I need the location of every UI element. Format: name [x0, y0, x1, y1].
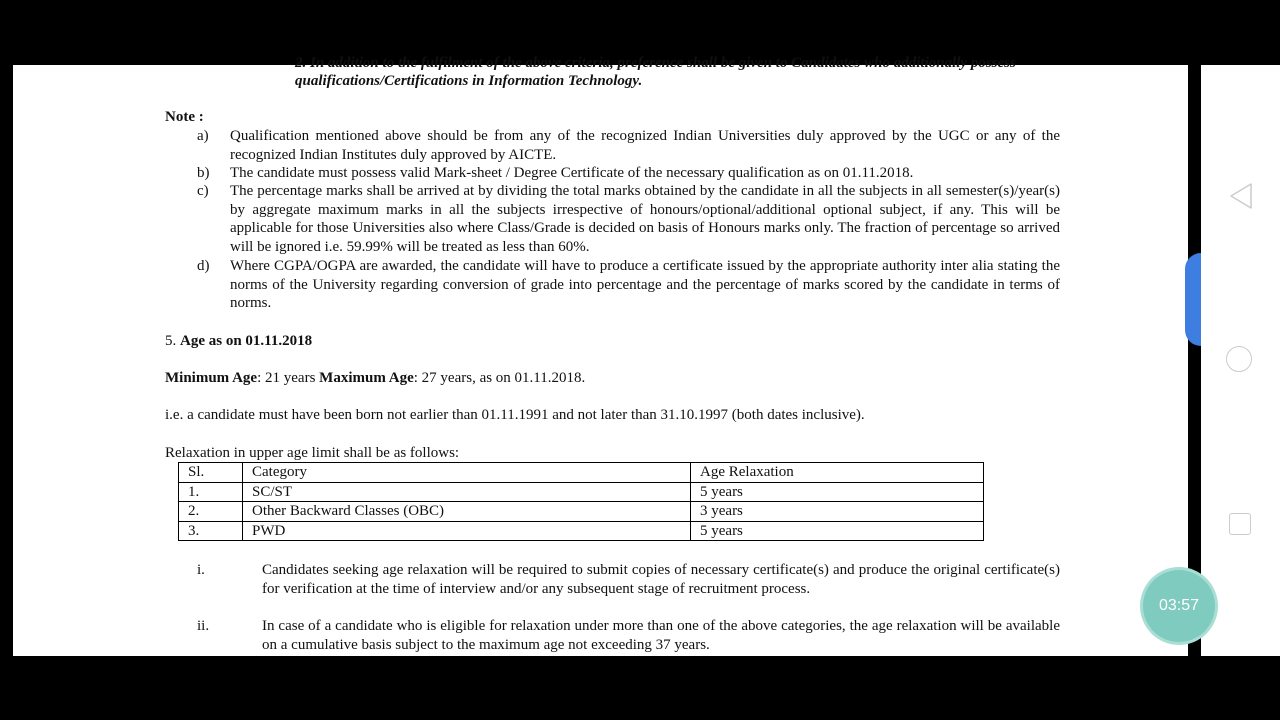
age-relaxation-table — [178, 462, 984, 541]
table-cell: Other Backward Classes (OBC) — [243, 502, 691, 522]
note-marker: b) — [197, 165, 210, 181]
note-text: The percentage marks shall be arrived at by dividing the total marks obtained by the candidate in all the subjects in all semester(s)/year(s) by aggregate maximum marks in all the subjects irrespective of honours/optional/additional optional subject, if any. This will be applicable for those Universities also where Class/Grade is decided on basis of Honours marks only. The fraction of percentage so arrived will be ignored i.e. 59.99% will be treated as less than 60%. — [230, 183, 1060, 256]
cut-off-line: 2. In addition to the fulfilment of the above criteria, preference shall be given to Candidates who additionally possess — [295, 55, 1016, 71]
table-header: Category — [243, 463, 691, 483]
home-icon[interactable] — [1226, 346, 1252, 372]
section-heading — [165, 332, 312, 350]
point-marker: ii. — [197, 618, 210, 634]
table-cell: 2. — [179, 502, 243, 522]
max-age-value: : 27 years, as on 01.11.2018. — [413, 370, 586, 386]
max-age-label: Maximum Age — [319, 370, 414, 386]
point-text: Candidates seeking age relaxation will be required to submit copies of necessary certificate(s) and produce the original certificate(s) for verification at the time of interview and/or any subsequent stage of recruitment process. — [262, 562, 1060, 597]
table-header-row — [179, 463, 984, 483]
note-marker: c) — [197, 183, 209, 199]
recent-apps-icon[interactable] — [1229, 513, 1251, 535]
table-row — [179, 482, 984, 502]
table-cell: 5 years — [691, 521, 984, 541]
table-row — [179, 521, 984, 541]
table-cell: 3. — [179, 521, 243, 541]
min-age-label: Minimum Age — [165, 370, 258, 386]
table-cell: PWD — [243, 521, 691, 541]
table-row — [179, 502, 984, 522]
recording-timer[interactable]: 03:57 — [1143, 570, 1215, 642]
note-heading: Note : — [165, 109, 204, 125]
table-header: Age Relaxation — [691, 463, 984, 483]
note-text: The candidate must possess valid Mark-sheet / Degree Certificate of the necessary qualification as on 01.11.2018. — [230, 165, 914, 181]
birth-date-line: i.e. a candidate must have been born not earlier than 01.11.1991 and not later than 31.10.1997 (both dates inclusive). — [165, 407, 865, 423]
intro-line: qualifications/Certifications in Information Technology. — [295, 73, 643, 89]
min-age-value: : 21 years — [257, 370, 320, 386]
note-marker: d) — [197, 258, 210, 274]
section-title: Age as on 01.11.2018 — [180, 333, 313, 349]
note-text: Where CGPA/OGPA are awarded, the candidate will have to produce a certificate issued by the appropriate authority inter alia stating the norms of the University regarding conversion of grade into percentage and the percentage of marks scored by the candidate in terms of norms. — [230, 258, 1060, 312]
edge-panel-handle[interactable] — [1185, 253, 1201, 346]
note-marker: a) — [197, 128, 209, 144]
point-text: In case of a candidate who is eligible for relaxation under more than one of the above categories, the age relaxation will be available on a cumulative basis subject to the maximum age not exceeding 37 years. — [262, 618, 1060, 653]
table-cell: 1. — [179, 482, 243, 502]
table-cell: SC/ST — [243, 482, 691, 502]
back-icon[interactable] — [1229, 183, 1253, 209]
point-marker: i. — [197, 562, 205, 578]
note-text: Qualification mentioned above should be from any of the recognized Indian Universities duly approved by the UGC or any of the recognized Indian Institutes duly approved by AICTE. — [230, 128, 1060, 163]
table-cell: 5 years — [691, 482, 984, 502]
relaxation-heading: Relaxation in upper age limit shall be as follows: — [165, 445, 460, 461]
table-header: Sl. — [179, 463, 243, 483]
age-limits — [165, 369, 585, 387]
document-page[interactable] — [13, 55, 1188, 656]
table-cell: 3 years — [691, 502, 984, 522]
section-number: 5. — [165, 333, 177, 349]
